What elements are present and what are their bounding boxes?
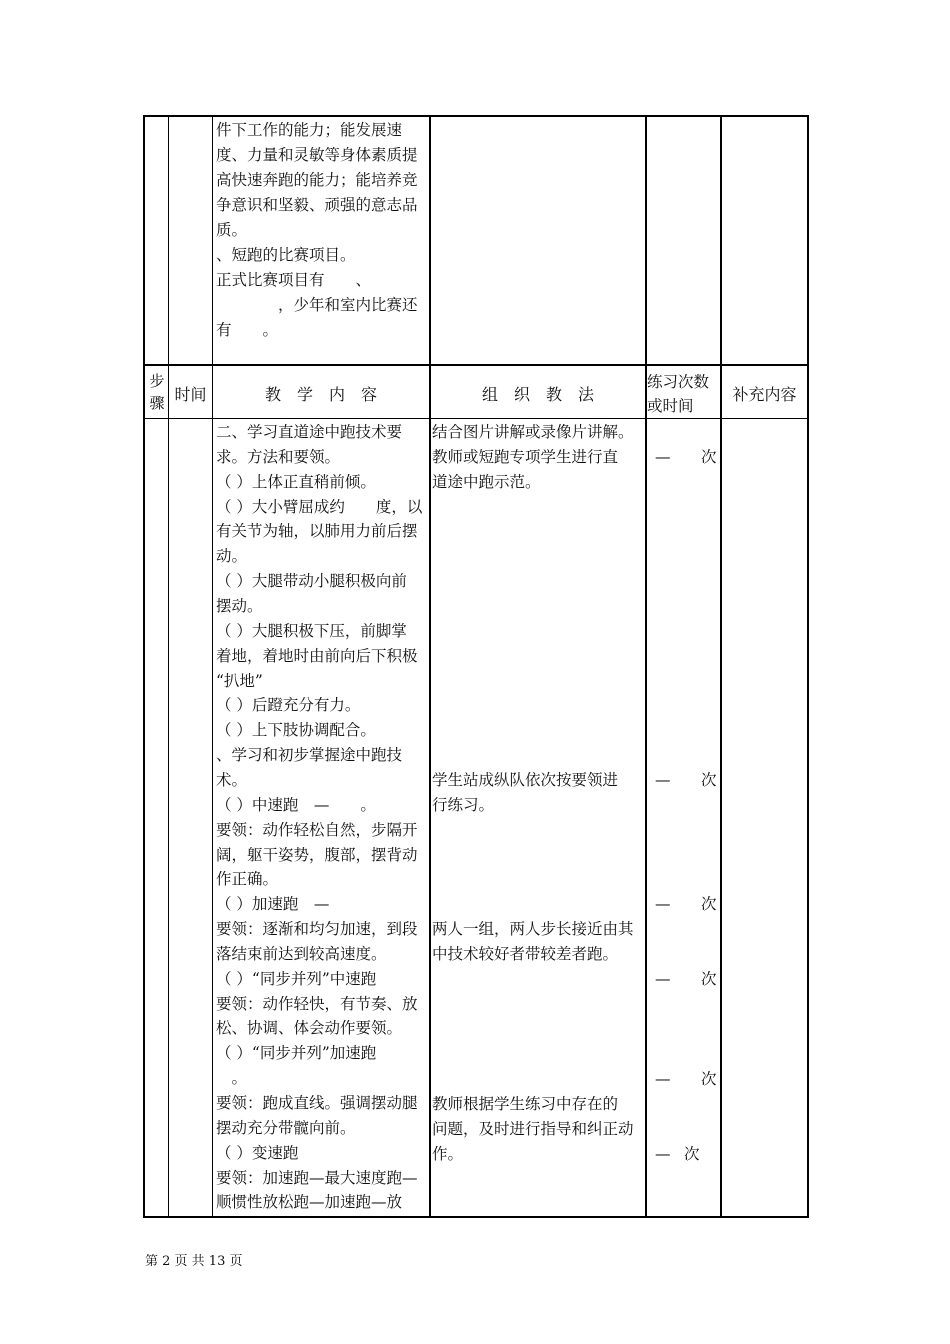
content-line: 松、协调、体会动作要领。 [216, 1019, 403, 1038]
col-time-divider [212, 115, 213, 1218]
content-line: （ ）变速跑 [216, 1143, 299, 1162]
content-line: 摆动。 [216, 597, 263, 615]
content-line: （ ）“同步并列”中速跑 [216, 969, 377, 988]
method-line: 学生站成纵队依次按要领进 [432, 771, 619, 789]
count-unit: 次 [701, 448, 717, 466]
header-count-line2: 或时间 [647, 397, 694, 415]
content-line: 顺惯性放松跑—加速跑—放 [216, 1193, 403, 1212]
count-unit: 次 [701, 895, 717, 913]
count-unit: 次 [701, 970, 717, 988]
content-line: 。 [216, 1069, 248, 1088]
content-line: （ ）大腿积极下压，前脚掌 [216, 621, 407, 640]
content-line: 求。方法和要领。 [216, 447, 341, 466]
top-content-line: 件下工作的能力；能发展速 [216, 121, 403, 139]
top-content-line: 度、力量和灵敏等身体素质提 [216, 146, 418, 164]
method-line: 教师或短跑专项学生进行直 [432, 448, 619, 466]
content-line: 、学习和初步掌握途中跑技 [216, 746, 403, 764]
count-dash: — [655, 970, 671, 988]
method-line: 道途中跑示范。 [432, 473, 541, 491]
content-line: （ ）大小臂屈成约 度，以 [216, 497, 423, 516]
col-method-divider [645, 115, 647, 1218]
method-line: 问题，及时进行指导和纠正动 [432, 1120, 634, 1138]
content-line: “扒地” [216, 671, 263, 690]
header-content: 教 学 内 容 [264, 385, 377, 404]
table-right-border [807, 115, 809, 1218]
count-dash: — [655, 771, 671, 789]
method-line: 结合图片讲解或录像片讲解。 [432, 423, 634, 441]
col-count-divider [720, 115, 722, 1218]
header-step [147, 370, 167, 414]
content-line: 要领：逐渐和均匀加速，到段 [216, 920, 418, 938]
content-line: 摆动充分带髋向前。 [216, 1118, 356, 1137]
col-content-divider [429, 115, 431, 1218]
count-unit: 次 [701, 1070, 717, 1088]
table-top-border [143, 115, 809, 117]
content-line: （ ）“同步并列”加速跑 [216, 1044, 377, 1063]
header-bottom-border [143, 418, 809, 419]
content-line: （ ）加速跑 — [216, 895, 330, 914]
col-step-divider [168, 115, 169, 1218]
top-content-line: 质。 [216, 221, 248, 239]
top-content-line: 正式比赛项目有 、 [216, 271, 372, 289]
method-line: 作。 [432, 1145, 464, 1163]
top-content-line: 高快速奔跑的能力；能培养竞 [216, 171, 418, 189]
header-time: 时间 [174, 385, 207, 404]
header-extra: 补充内容 [732, 385, 797, 404]
content-line: （ ）上体正直稍前倾。 [216, 472, 376, 491]
count-unit: 次 [701, 771, 717, 789]
table-bottom-border [143, 1216, 809, 1218]
content-line: 二、学习直道途中跑技术要 [216, 423, 403, 441]
count-dash: — [655, 895, 671, 913]
header-step-label: 步骤 [149, 372, 165, 412]
content-line: 要领：跑成直线。强调摆动腿 [216, 1094, 418, 1112]
content-line: 着地，着地时由前向后下积极 [216, 646, 418, 665]
top-content-line: 争意识和坚毅、顽强的意志品 [216, 196, 418, 214]
header-top-border [143, 364, 809, 366]
header-method: 组 织 教 法 [481, 385, 594, 404]
content-line: （ ）大腿带动小腿积极向前 [216, 572, 407, 591]
count-dash: — [655, 1145, 671, 1163]
content-line: 落结束前达到较高速度。 [216, 944, 387, 963]
top-content-line: ，少年和室内比赛还 [216, 296, 418, 314]
method-line: 教师根据学生练习中存在的 [432, 1095, 619, 1113]
header-count-line1: 练习次数 [647, 373, 710, 391]
content-line: 作正确。 [216, 870, 279, 889]
content-line: 要领：动作轻松自然，步隔开 [216, 820, 418, 839]
count-unit: 次 [684, 1145, 700, 1163]
content-line: 有关节为轴，以肺用力前后摆 [216, 522, 418, 541]
method-line: 两人一组，两人步长接近由其 [432, 920, 634, 938]
content-line: 动。 [216, 547, 248, 566]
method-line: 中技术较好者带较差者跑。 [432, 945, 619, 963]
table-left-border [143, 115, 145, 1218]
content-line: 要领：加速跑—最大速度跑— [216, 1168, 418, 1187]
content-line: （ ）后蹬充分有力。 [216, 696, 361, 715]
content-line: 术。 [216, 770, 248, 789]
content-line: （ ）上下肢协调配合。 [216, 721, 376, 740]
top-content-line: 、短跑的比赛项目。 [216, 246, 356, 264]
method-line: 行练习。 [432, 796, 495, 814]
page-footer: 第 2 页 共 13 页 [145, 1254, 243, 1269]
content-line: （ ）中速跑 — 。 [216, 795, 376, 814]
count-dash: — [655, 448, 671, 466]
top-content-line: 有 。 [216, 321, 279, 339]
count-dash: — [655, 1070, 671, 1088]
content-line: 阔，躯干姿势，腹部，摆背动 [216, 845, 418, 864]
content-line: 要领：动作轻快，有节奏、放 [216, 994, 418, 1013]
